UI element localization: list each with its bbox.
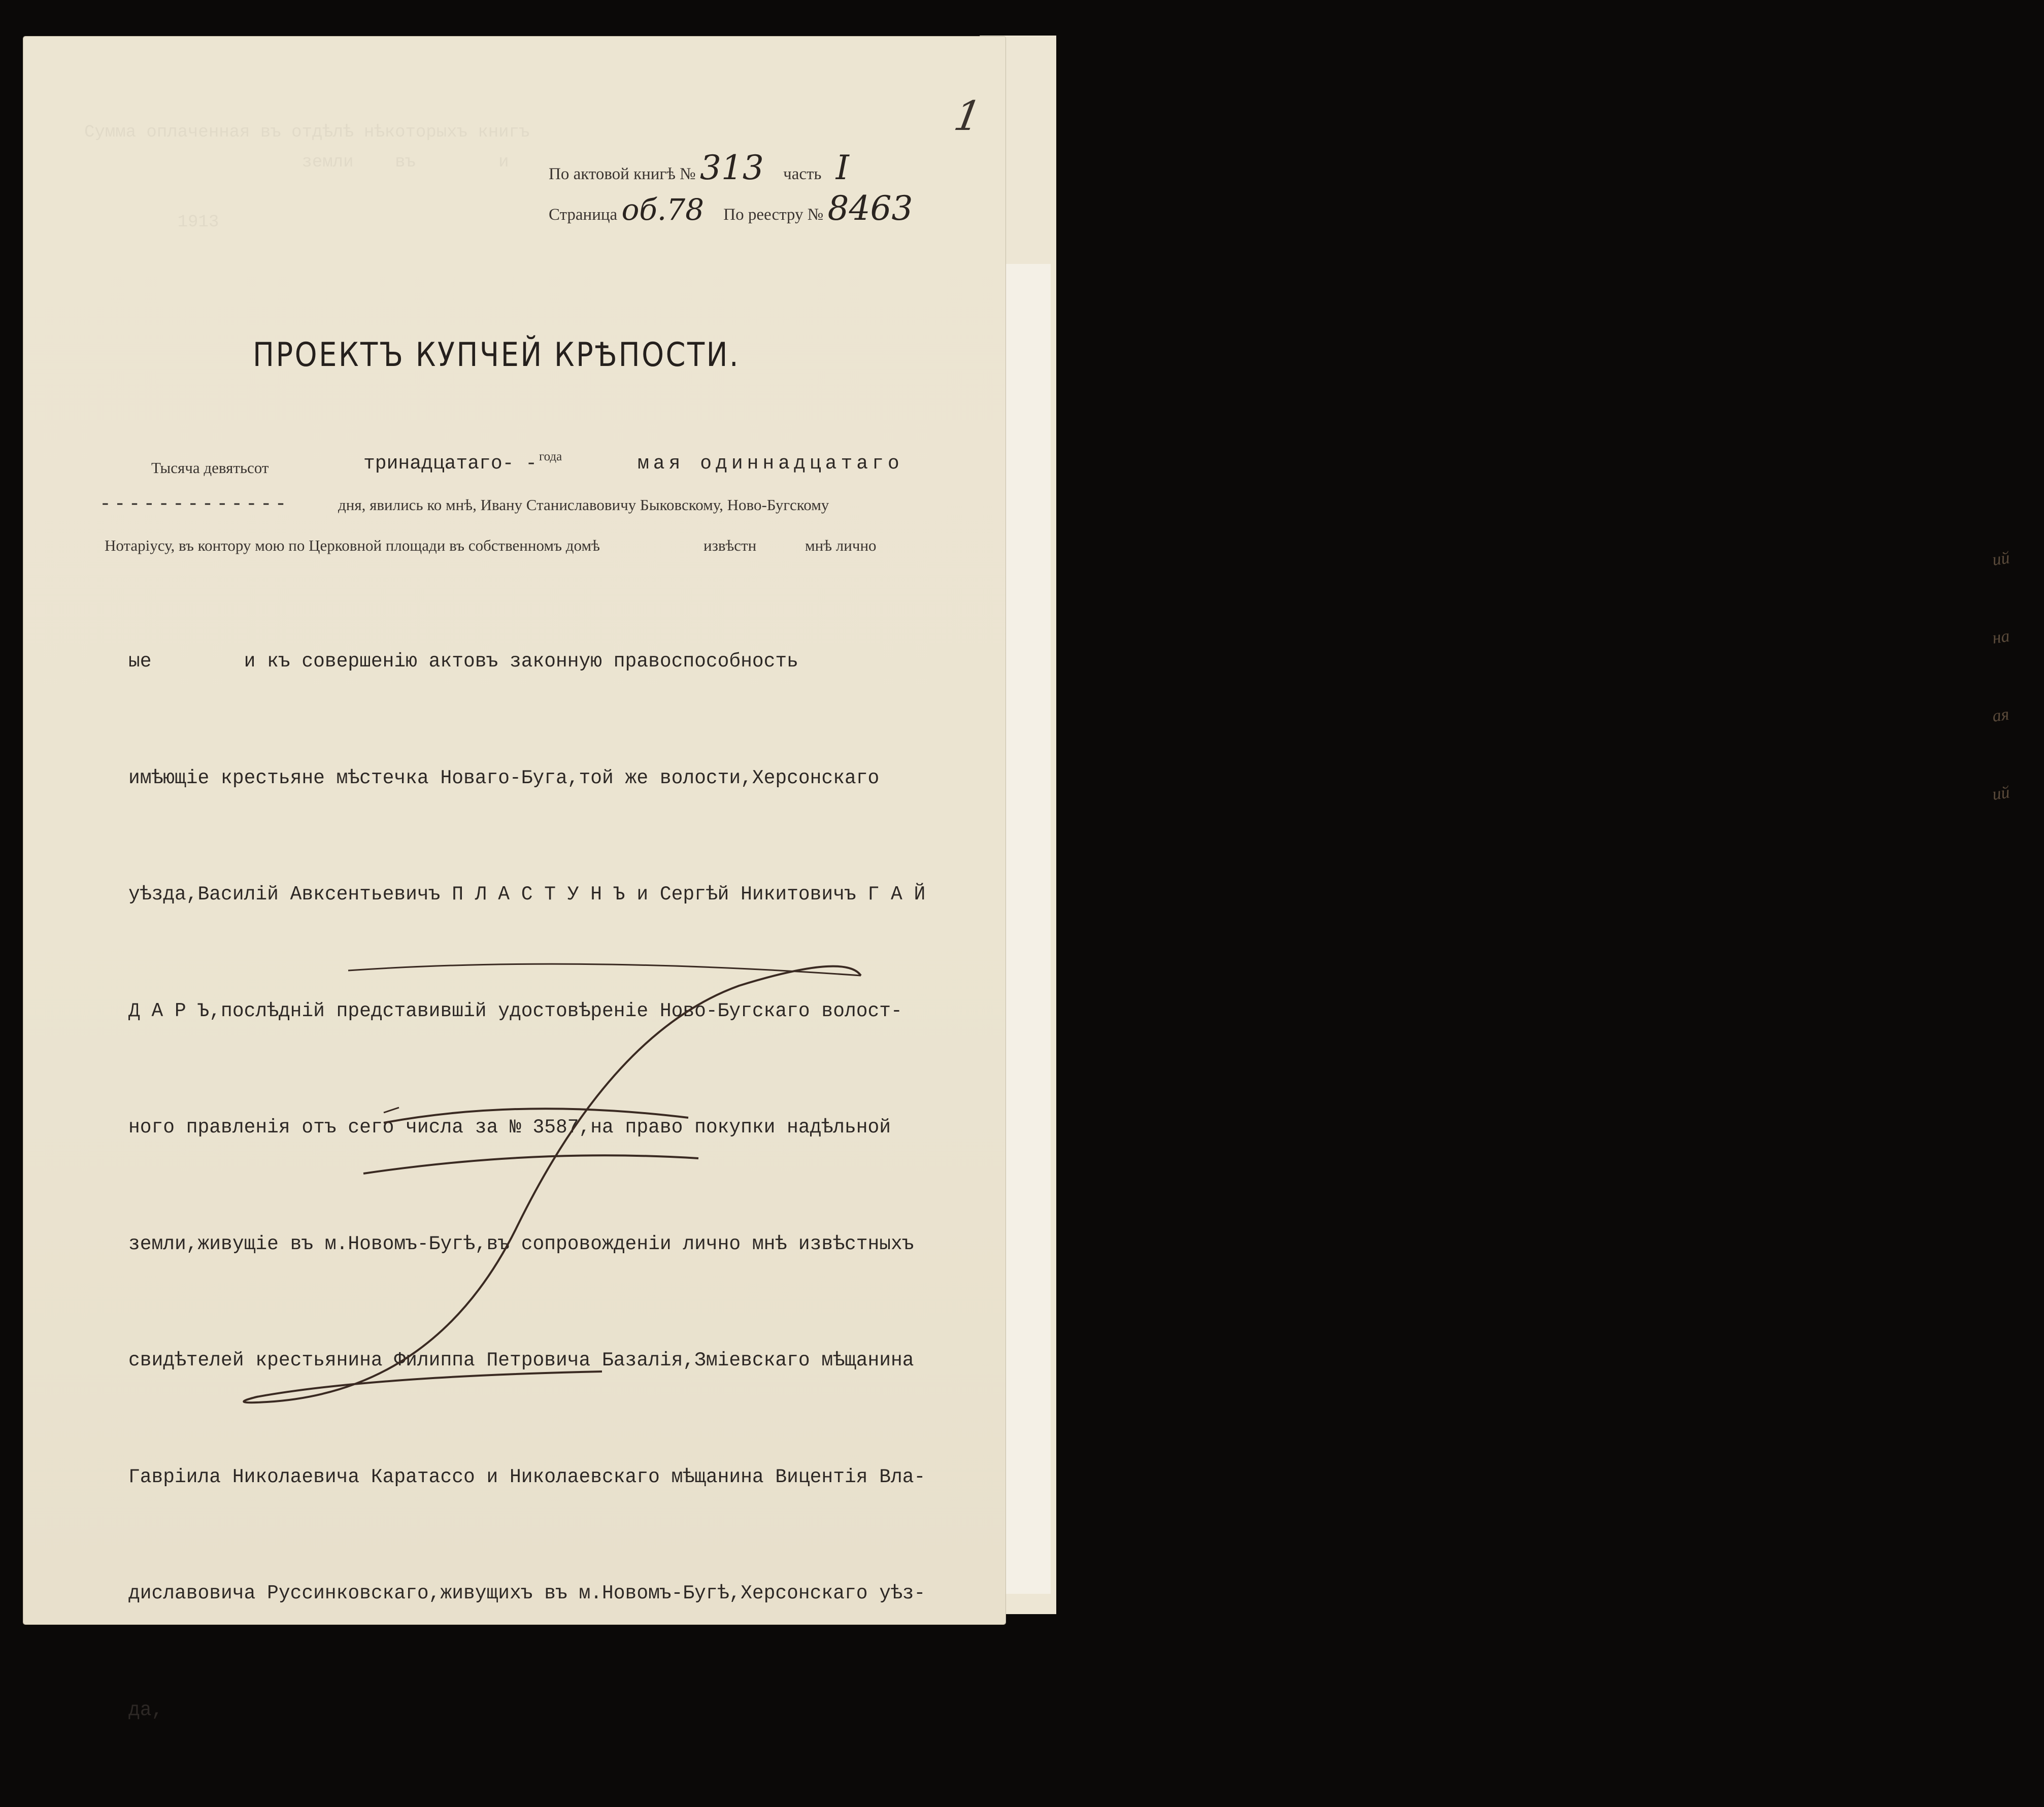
page-registry-row <box>549 189 913 228</box>
act-book-value: 313 <box>699 148 764 187</box>
year-label: года <box>539 450 562 463</box>
registry-value: 8463 <box>827 189 913 228</box>
typed-line: Гавріила Николаевича Каратассо и Николаевскаго мѣщанина Вицентія Вла- <box>128 1465 926 1488</box>
known-label: извѣстн <box>703 537 757 554</box>
page-value: об.78 <box>621 192 704 227</box>
typed-line: диславовича Руссинковскаго,живущихъ въ м.Новомъ-Бугѣ,Херсонскаго уѣз- <box>128 1582 926 1604</box>
typed-line: земли,живущіе въ м.Новомъ-Бугѣ,въ сопровожденіи лично мнѣ извѣстныхъ <box>128 1232 914 1255</box>
typed-line: ного правленія отъ сего числа за № 3587,на право покупки надѣльной <box>128 1116 891 1139</box>
page-number: 1 <box>950 92 985 140</box>
year-typed: тринадцатаго- - <box>363 453 538 475</box>
document-page <box>23 37 1006 1721</box>
act-book-label: По актовой книгѣ № <box>549 165 696 183</box>
registry-label: По реестру № <box>723 206 824 224</box>
typed-line: свидѣтелей крестьянина Филиппа Петровича Базалія,Зміевскаго мѣщанина <box>128 1349 914 1371</box>
personally-label: мнѣ лично <box>805 537 877 554</box>
typed-line: уѣзда,Василій Авксентьевичъ П Л А С Т У Н Ъ и Сергѣй Никитовичъ Г А Й <box>128 883 926 906</box>
thousand-label: Тысяча девятьсот <box>151 459 269 477</box>
page-label: Страница <box>549 206 618 224</box>
preprint-line3: Нотаріусу, въ контору мою по Церковной площади въ собственномъ домѣ <box>105 537 600 554</box>
cancellation-flourish <box>216 955 876 1412</box>
document-title: ПРОЕКТЪ КУПЧЕЙ КРѢПОСТИ. <box>253 336 741 374</box>
part-label: часть <box>783 165 822 183</box>
month-day-typed: мая одиннадцатаго <box>638 453 903 475</box>
day-dashes: ------------- <box>99 493 290 515</box>
bleed-through-text: Сумма оплаченная въ отдѣлѣ нѣкоторыхъ книгъ земли въ и 1913 <box>84 123 530 232</box>
underlying-sheet-handwriting: ий на ая ий <box>1991 548 2011 804</box>
typed-line: да, <box>128 1698 163 1721</box>
act-book-row <box>549 148 849 187</box>
day-label: дня, явились ко мнѣ, Ивану Станиславовичу Быковскому, Ново-Бугскому <box>338 496 829 514</box>
part-value: I <box>835 148 849 187</box>
typed-line: Д А Р Ъ,послѣдній представившій удостовѣреніе Ново-Бугскаго волост- <box>128 999 902 1022</box>
typed-line: ые и къ совершенію актовъ законную правоспособность <box>128 650 798 673</box>
typed-line: имѣющіе крестьяне мѣстечка Новаго-Буга,той же волости,Херсонскаго <box>128 766 880 789</box>
